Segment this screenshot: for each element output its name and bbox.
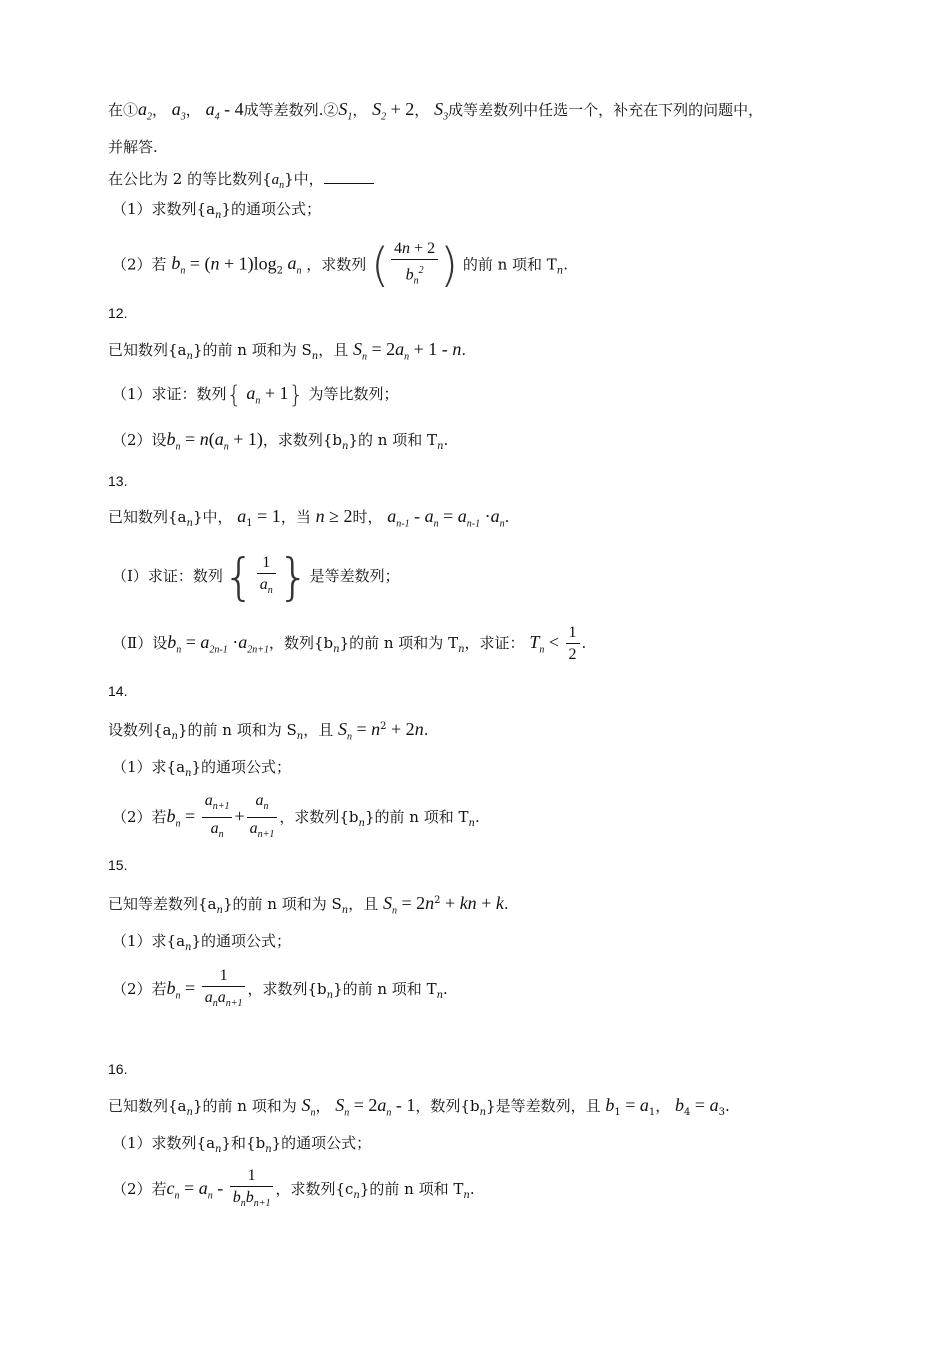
intro-line-2: 并解答. <box>108 138 158 156</box>
problem-16-q2: （2）若$c_n = a_n$ - $\frac{1}{b_nb_{n+1}}$ ，求数列$\{c_n\}$的前 n 项和 $T_n$. <box>112 1166 475 1219</box>
problem-14-q2: （2）若$b_n$ = $\frac{a_{n+1}}{a_n}$ + $\frac{a_n}{a_{n+1}}$ ，求数列$\{b_n\}$的前 n 项和 $T_n$. <box>112 792 480 847</box>
intro-line-1: 在$①a_2$， $a_3$， $a_4 - 4$成等差数列$.②S_1$， $S_2 + 2$， $S_3$成等差数列中任选一个，补充在下列的问题中， <box>108 99 764 123</box>
problem-16-q1: （1）求数列$\{a_n\}$和$\{b_n\}$的通项公式； <box>112 1134 372 1155</box>
problem-13-q2: （Ⅱ）设$b_n = a_{2n-1} \cdot a_{2n+1}$，数列$\{b_n\}$的前 n 项和为 $T_n$，求证： $T_n$ < $\frac{1}{2}$ . <box>112 624 587 663</box>
problem-12-number: 12. <box>108 305 128 321</box>
problem-12-stem: 已知数列$\{a_n\}$的前 n 项和为 $S_n$，且 $S_n = 2a_n + 1 - n$. <box>108 339 467 363</box>
problem-16-number: 16. <box>108 1061 128 1077</box>
problem-14-stem: 设数列$\{a_n\}$的前 n 项和为 $S_n$，且 $S_n = n^2 + 2n$. <box>108 719 429 743</box>
intro-q1: （1）求数列$\{a_n\}$的通项公式； <box>112 200 322 221</box>
problem-12-q2: （2）设$b_n = n(a_n + 1)$，求数列$\{b_n\}$的 n 项和 $T_n$. <box>112 429 449 453</box>
problem-14-q1: （1）求$\{a_n\}$的通项公式； <box>112 758 292 779</box>
problem-12-q1: （1）求证：数列{ $a_n + 1$} 为等比数列； <box>112 381 399 409</box>
intro-line-3: 在公比为 2 的等比数列$\{a_n\}$中， <box>108 168 374 197</box>
answer-blank <box>324 169 374 184</box>
problem-13-q1: （Ⅰ）求证：数列{ $\frac{1}{a_n}$ }是等差数列； <box>112 548 400 607</box>
problem-14-number: 14. <box>108 683 128 699</box>
problem-15-q1: （1）求$\{a_n\}$的通项公式； <box>112 932 292 953</box>
problem-13-number: 13. <box>108 473 128 489</box>
intro-q2: （2）若 $b_n = (n + 1)\log_2$ $a_n$ ，求数列 ( $\frac{4n + 2}{b_n^2}$ ) 的前 n 项和 $T_n$. <box>112 238 569 293</box>
problem-13-stem: 已知数列$\{a_n\}$中， $a_1 = 1$，当 n ≥ 2时， $a_{n-1} - a_n = a_{n-1} \cdot a_n$. <box>108 506 510 530</box>
problem-15-stem: 已知等差数列$\{a_n\}$的前 n 项和为 $S_n$，且 $S_n = 2n^2$ + kn + k. <box>108 893 509 917</box>
problem-15-q2: （2）若$b_n$ = $\frac{1}{a_na_{n+1}}$ ，求数列$\{b_n\}$的前 n 项和 $T_n$. <box>112 966 448 1019</box>
problem-16-stem: 已知数列$\{a_n\}$的前 n 项和为 $S_n$， $S_n = 2a_n - 1$，数列$\{b_n\}$是等差数列，且 $b_1 = a_1$， $b_4 = a_3$. <box>108 1095 730 1119</box>
problem-15-number: 15. <box>108 857 128 873</box>
